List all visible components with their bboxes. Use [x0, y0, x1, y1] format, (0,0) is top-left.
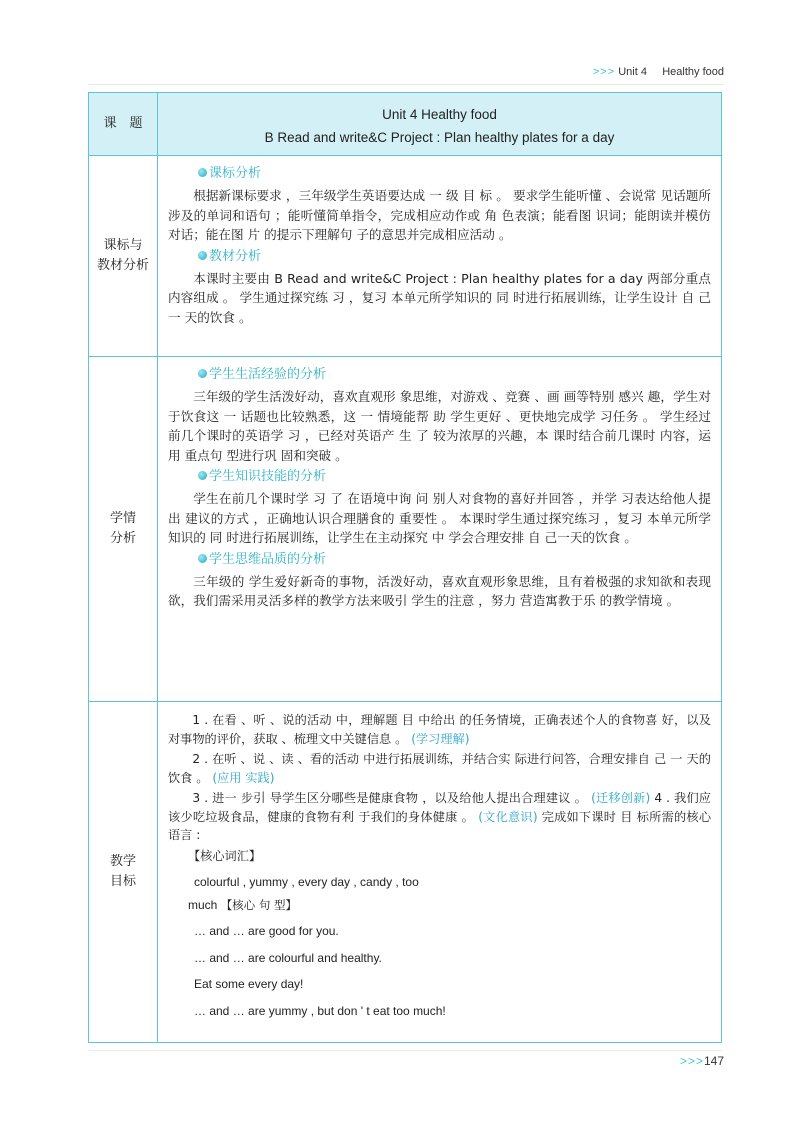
footer-divider — [88, 1050, 722, 1051]
running-header — [593, 66, 724, 78]
thinking-quality-text: 三年级的 学生爱好新奇的事物，活泼好动，喜欢直观形象思维，且有着极强的求知欲和表现欲，我们需采用灵活多样的教学方法来吸引 学生的注意 ，努力 营造寓教于乐 的教学情境 。 — [168, 573, 711, 608]
knowledge-skills-text: 学生在前几个课时学 习 了 在语境中询 问 别人对食物的喜好并回答 ，并学 习表达给他人提出 建议的方式 ，正确地认识合理膳食的 重要性 。 本课时学生通过探究练习 ，复习 本单元所学知识的 同 时进行拓展训练，让学生在主动探究 中 学会合理安排 自 己一天的饮食 。 — [168, 491, 711, 545]
chevron-icon: >>> — [592, 66, 616, 78]
header-topic: Healthy food — [662, 66, 724, 78]
objectives-row — [89, 702, 722, 1043]
objective-item-1 — [168, 711, 711, 748]
thinking-quality-heading: 学生思维品质的分析 — [209, 551, 327, 567]
students-row — [89, 357, 722, 702]
objective-3-text: 3 . 进一 步引 导学生区分哪些是健康食物 ，以及给他人提出合理建议 。 — [192, 791, 588, 805]
bullet-dot-icon — [198, 471, 207, 480]
page-number — [680, 1054, 724, 1068]
textbook-analysis-heading: 教材分析 — [209, 248, 262, 264]
objectives-cell — [158, 702, 722, 1043]
bullet-dot-icon — [198, 251, 207, 260]
bullet-dot-icon — [198, 554, 207, 563]
curriculum-label-line1: 课标与 — [103, 238, 143, 253]
title-label: 课 题 — [89, 93, 158, 156]
curriculum-row — [89, 156, 722, 357]
page-number-value: 147 — [703, 1054, 724, 1068]
core-sentences-heading-line — [168, 896, 711, 915]
textbook-analysis-text: 本课时主要由 B Read and write&C Project : Plan healthy plates for a day 两部分重点 内容组成 。 学生通过探究练 习 ，复习 本单元所学知识的 同 时进行拓展训练，让学生设计 自 己一 天的饮食 。 — [168, 270, 711, 325]
section-heading — [168, 550, 711, 570]
bullet-dot-icon — [198, 168, 207, 177]
bullet-dot-icon — [198, 369, 207, 378]
chevron-icon: >>> — [679, 1054, 704, 1068]
students-cell — [158, 357, 722, 702]
objective-4-text: 4 . 我们应该少吃垃圾食品，健康的食物有利 于我们的身体健康 。 — [168, 791, 711, 824]
section-heading — [168, 247, 711, 267]
title-row — [89, 93, 722, 156]
curriculum-label-line2: 教材分析 — [96, 258, 149, 273]
curriculum-label — [89, 156, 158, 357]
students-label — [89, 357, 158, 702]
life-experience-text: 三年级的学生活泼好动，喜欢直观形 象思维，对游戏 、竞赛 、画 画等特别 感兴 趣，学生对于饮食这 一 话题也比较熟悉，这 一 情境能帮 助 学生更好 、更快地完成学 习任务 。 学生经过前几个课时的英语学 习 ，已经对英语产 生 了 较为浓厚的兴趣，本 课时结合前几课时 内容，运用 重点句 型进行巩 固和突破 。 — [168, 389, 711, 463]
curriculum-cell — [158, 156, 722, 357]
objective-4-tag: (文化意识) — [478, 809, 538, 824]
title-cell — [158, 93, 722, 156]
core-words: colourful , yummy , every day , candy , too — [194, 875, 419, 889]
objective-item-2 — [168, 750, 711, 787]
objectives-label-line1: 教学 — [109, 854, 136, 869]
core-sentence-1: … and … are good for you. — [194, 924, 339, 938]
students-label-line2: 分析 — [109, 531, 136, 546]
life-experience-heading: 学生生活经验的分析 — [209, 367, 327, 382]
objectives-label — [89, 702, 158, 1043]
lesson-title-line1: Unit 4 Healthy food — [382, 107, 497, 122]
core-sentence-2: … and … are colourful and healthy. — [194, 950, 382, 965]
objective-1-tag: (学习理解) — [411, 731, 470, 746]
lesson-plan-table — [88, 92, 722, 1043]
curriculum-standard-text: 根据新课标要求 ，三年级学生英语要达成 一 级 目 标 。 要求学生能听懂 、会说常 见话题所涉及的单词和语句 ；能听懂简单指令，完成相应动作或 角 色表演；能看图 识词；能朗读并模仿对话；能在图 片 的提示下理解句 子的意思并完成相应活动 。 — [168, 188, 711, 242]
students-label-line1: 学情 — [109, 511, 136, 526]
objectives-label-line2: 目标 — [109, 874, 136, 889]
objective-2-text: 2 . 在听 、说 、读 、看的活动 中进行拓展训练，并结合实 际进行问答，合理安排自 己 一 天的饮食 。 — [168, 752, 711, 785]
objective-4-tail: 完成如下课时 目 标所需的核心语言 : — [168, 809, 712, 842]
core-sentence-3: Eat some every day! — [194, 977, 304, 991]
objective-2-tag: (应用 实践) — [212, 770, 275, 785]
section-heading — [168, 365, 711, 385]
objective-3-tag: (迁移创新) — [591, 791, 651, 805]
section-heading — [168, 164, 711, 184]
header-unit: Unit 4 — [618, 66, 647, 78]
section-heading — [168, 467, 711, 487]
header-divider — [88, 84, 724, 85]
objective-1-text: 1 . 在看 、听 、说的活动 中，理解题 目 中给出 的任务情境，正确表述个人的食物喜 好，以及对事物的评价，获取 、梳理文中关键信息 。 — [168, 713, 711, 746]
core-words-continued: much — [188, 897, 218, 912]
curriculum-standard-heading: 课标分析 — [209, 166, 262, 181]
knowledge-skills-heading: 学生知识技能的分析 — [209, 469, 327, 484]
core-sentences-heading: 【核心 句 型】 — [220, 897, 297, 912]
objective-item-3-4 — [168, 789, 711, 845]
lesson-title-line2: B Read and write&C Project : Plan healthy plates for a day — [264, 130, 615, 145]
core-words-heading: 【核心词汇】 — [188, 848, 262, 863]
core-sentence-4: … and … are yummy , but don ' t eat too much! — [194, 1003, 446, 1018]
